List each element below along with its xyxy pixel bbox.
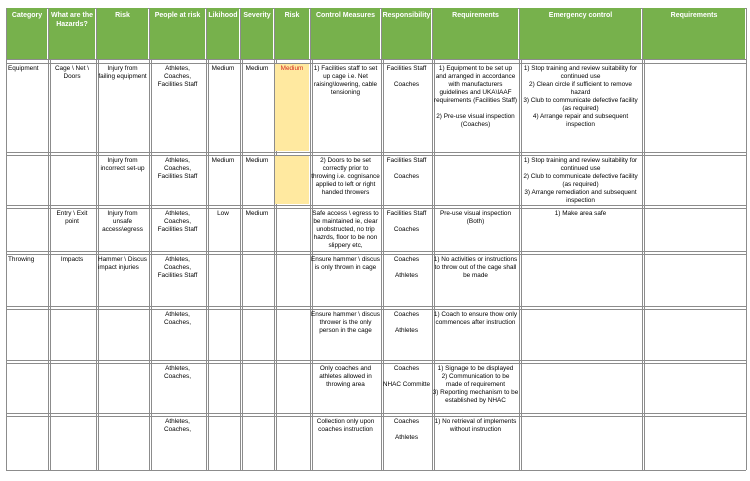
- cell-risk-level: [274, 363, 310, 413]
- cell-severity: [240, 254, 274, 306]
- cell-people-at-risk: Athletes, Coaches,: [164, 418, 191, 433]
- header-emergency-control: Emergency control: [520, 8, 641, 59]
- cell-risk-level: [274, 208, 310, 251]
- cell-severity: Medium: [245, 65, 269, 72]
- cell-control-measures: Only coaches and athletes allowed in throwing area: [319, 365, 372, 388]
- cell-control-measures: Safe access \ egress to be maintained ie, clear unobstructed, no trip hazrds, floor to be non slippery etc,: [312, 210, 379, 249]
- cell-requirements-2: [642, 309, 746, 360]
- header-responsibility: Responsibility: [382, 8, 431, 59]
- cell-hazard: [48, 309, 96, 360]
- cell-risk-level: [274, 254, 310, 306]
- cell-hazard: Impacts: [60, 256, 84, 263]
- header-severity: Severity: [241, 8, 273, 59]
- cell-responsibility: Facilities Staff Coaches: [386, 210, 427, 233]
- cell-likelihood: Medium: [211, 65, 235, 72]
- cell-requirements: [432, 155, 519, 205]
- cell-risk-level: [274, 416, 310, 470]
- cell-emergency-control: 1) Stop training and review suitability for continued use 2) Clean circle if sufficient to remove hazard 3) Club to communicate defective facility (as required) 4) Arrange repair and subsequent inspection: [523, 65, 638, 128]
- header-likelihood: Likihood: [207, 8, 239, 59]
- cell-risk-level: [274, 155, 310, 205]
- cell-people-at-risk: Athletes, Coaches,: [164, 311, 191, 326]
- header-category: Category: [7, 8, 47, 59]
- cell-people-at-risk: Athletes, Coaches, Facilities Staff: [157, 65, 198, 88]
- header-risk: Risk: [97, 8, 148, 59]
- cell-emergency-control: [519, 309, 642, 360]
- cell-severity: [240, 416, 274, 470]
- cell-risk-level: [274, 309, 310, 360]
- cell-likelihood: Low: [217, 210, 229, 217]
- cell-control-measures: Ensure hammer \ discus is only thrown in cage: [311, 256, 380, 271]
- cell-requirements: 1) Signage to be displayed 2) Communication to be made of requirement 3) Reporting mechanism to be established by NHAC: [432, 365, 519, 404]
- cell-risk: [96, 363, 149, 413]
- cell-hazard: [48, 416, 96, 470]
- cell-responsibility: Facilities Staff Coaches: [386, 65, 427, 88]
- cell-people-at-risk: Athletes, Coaches, Facilities Staff: [157, 256, 198, 279]
- cell-responsibility: Coaches Athletes: [393, 256, 420, 279]
- cell-control-measures: 2) Doors to be set correctly prior to throwing i.e. cognisance applied to left or right handed throwers: [311, 157, 380, 196]
- cell-requirements-2: [642, 254, 746, 306]
- cell-likelihood: Medium: [211, 157, 235, 164]
- cell-emergency-control: 1) Make area safe: [554, 210, 607, 217]
- cell-category: [6, 416, 48, 470]
- cell-severity: [240, 309, 274, 360]
- cell-likelihood: [206, 363, 240, 413]
- cell-hazard: Cage \ Net \ Doors: [54, 65, 90, 80]
- header-control-measures: Control Measures: [311, 8, 380, 59]
- cell-people-at-risk: Athletes, Coaches, Facilities Staff: [157, 157, 198, 180]
- cell-control-measures: Ensure hammer \ discus thrower is the only person in the cage: [311, 311, 380, 334]
- cell-responsibility: Coaches Athletes: [393, 418, 420, 441]
- cell-risk: Hammer \ Discus impact injuries: [98, 256, 148, 271]
- cell-emergency-control: [519, 363, 642, 413]
- cell-category: [6, 363, 48, 413]
- cell-hazard: Entry \ Exit point: [56, 210, 88, 225]
- cell-risk: [96, 309, 149, 360]
- cell-emergency-control: [519, 254, 642, 306]
- cell-requirements: 1) Coach to ensure thow only commences after instruction: [433, 311, 518, 326]
- cell-emergency-control: [519, 416, 642, 470]
- cell-requirements-2: [642, 363, 746, 413]
- cell-likelihood: [206, 309, 240, 360]
- cell-requirements: Pre-use visual inspection (Both): [439, 210, 512, 225]
- header-hazard: What are the Hazards?: [49, 8, 95, 59]
- cell-severity: Medium: [245, 157, 269, 164]
- cell-category: Throwing: [8, 256, 35, 263]
- cell-responsibility: Facilities Staff Coaches: [386, 157, 427, 180]
- cell-hazard: [48, 155, 96, 205]
- cell-requirements: 1) Equipment to be set up and arranged in accordance with manufacturers guidelines and UKA\IAAF requirements (Facilities Staff) 2) Pre-use visual inspection (Coaches): [434, 65, 517, 128]
- cell-risk: Injury from unsafe access\egress: [102, 210, 143, 233]
- cell-responsibility: Coaches NHAC Committe: [382, 365, 431, 388]
- cell-requirements-2: [642, 208, 746, 251]
- cell-category: Equipment: [8, 65, 39, 72]
- cell-hazard: [48, 363, 96, 413]
- cell-likelihood: [206, 416, 240, 470]
- cell-severity: Medium: [245, 210, 269, 217]
- cell-emergency-control: 1) Stop training and review suitability for continued use 2) Club to communicate defective facility (as required) 3) Arrange remediation and subsequent inspection: [523, 157, 638, 204]
- cell-responsibility: Coaches Athletes: [393, 311, 420, 334]
- cell-requirements-2: [642, 416, 746, 470]
- cell-control-measures: 1) Facilities staff to set up cage i.e. Net raising\lowering, cable tensioning: [313, 65, 378, 96]
- header-risk-level: Risk: [275, 8, 309, 59]
- cell-people-at-risk: Athletes, Coaches,: [164, 365, 191, 380]
- cell-requirements-2: [642, 155, 746, 205]
- header-requirements: Requirements: [433, 8, 518, 59]
- cell-risk: Injury from failing equipment: [98, 65, 147, 80]
- cell-risk-level: Medium: [280, 65, 304, 72]
- cell-risk: [96, 416, 149, 470]
- cell-category: [6, 309, 48, 360]
- cell-requirements-2: [642, 63, 746, 152]
- cell-category: [6, 155, 48, 205]
- cell-people-at-risk: Athletes, Coaches, Facilities Staff: [157, 210, 198, 233]
- cell-severity: [240, 363, 274, 413]
- cell-requirements: 1) No retrieval of implements without instruction: [434, 418, 517, 433]
- header-people-at-risk: People at risk: [150, 8, 205, 59]
- cell-likelihood: [206, 254, 240, 306]
- cell-requirements: 1) No activities or instructions to throw out of the cage shall be made: [433, 256, 518, 279]
- cell-category: [6, 208, 48, 251]
- cell-risk: Injury from incorrect set-up: [100, 157, 145, 172]
- header-requirements-2: Requirements: [643, 8, 745, 59]
- cell-control-measures: Collection only upon coaches instruction: [316, 418, 375, 433]
